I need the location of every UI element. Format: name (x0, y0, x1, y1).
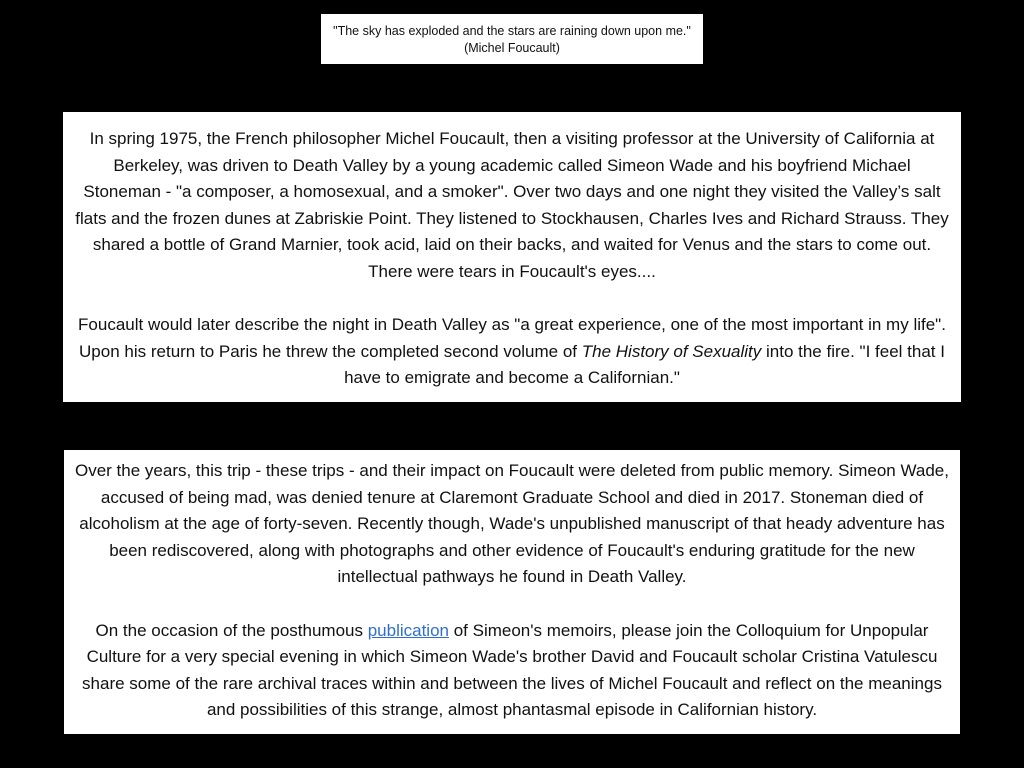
story-paragraph-2-start: Foucault would later describe the night in Death Valley as "a great experience, one of the most important in my life". Upon his return to Paris he threw the completed second volume of (78, 315, 946, 361)
paragraph-spacer (74, 591, 950, 618)
quote-text: "The sky has exploded and the stars are raining down upon me." (333, 24, 691, 38)
publication-link[interactable]: publication (367, 620, 449, 640)
paragraph-spacer (73, 286, 951, 313)
story-paragraph-2 (73, 312, 951, 392)
event-paragraph-2-end: of Simeon's memoirs, please join the Colloquium for Unpopular Culture for a very special evening in which Simeon Wade's brother David and Foucault scholar Cristina Vatulescu share some of the rare archival traces within and between the lives of Michel Foucault and reflect on the meanings and possibilities of this strange, almost phantasmal episode in Californian history. (82, 620, 942, 720)
book-title: The History of Sexuality (581, 341, 762, 361)
event-panel (64, 450, 960, 734)
event-paragraph-1: Over the years, this trip - these trips - and their impact on Foucault were deleted from public memory. Simeon Wade, accused of being mad, was denied tenure at Claremont Graduate School and died in 2017. Stoneman died of alcoholism at the age of forty-seven. Recently though, Wade's unpublished manuscript of that heady adventure has been rediscovered, along with photographs and other evidence of Foucault's enduring gratitude for the new intellectual pathways he found in Death Valley. (75, 461, 949, 587)
story-panel (63, 112, 961, 402)
story-paragraph-1: In spring 1975, the French philosopher Michel Foucault, then a visiting professor at the University of California at Berkeley, was driven to Death Valley by a young academic called Simeon Wade and his boyfriend Michael Stoneman - "a composer, a homosexual, and a smoker". Over two days and one night they visited the Valley’s salt flats and the frozen dunes at Zabriskie Point. They listened to Stockhausen, Charles Ives and Richard Strauss. They shared a bottle of Grand Marnier, took acid, laid on their backs, and waited for Venus and the stars to come out. There were tears in Foucault's eyes.... (75, 129, 949, 281)
quote-box (321, 14, 703, 64)
event-paragraph-2 (74, 618, 950, 724)
story-paragraph-2-end: into the fire. "I feel that I have to emigrate and become a Californian." (344, 341, 945, 388)
event-paragraph-2-start: On the occasion of the posthumous (95, 620, 368, 640)
quote-attribution: (Michel Foucault) (464, 41, 560, 55)
